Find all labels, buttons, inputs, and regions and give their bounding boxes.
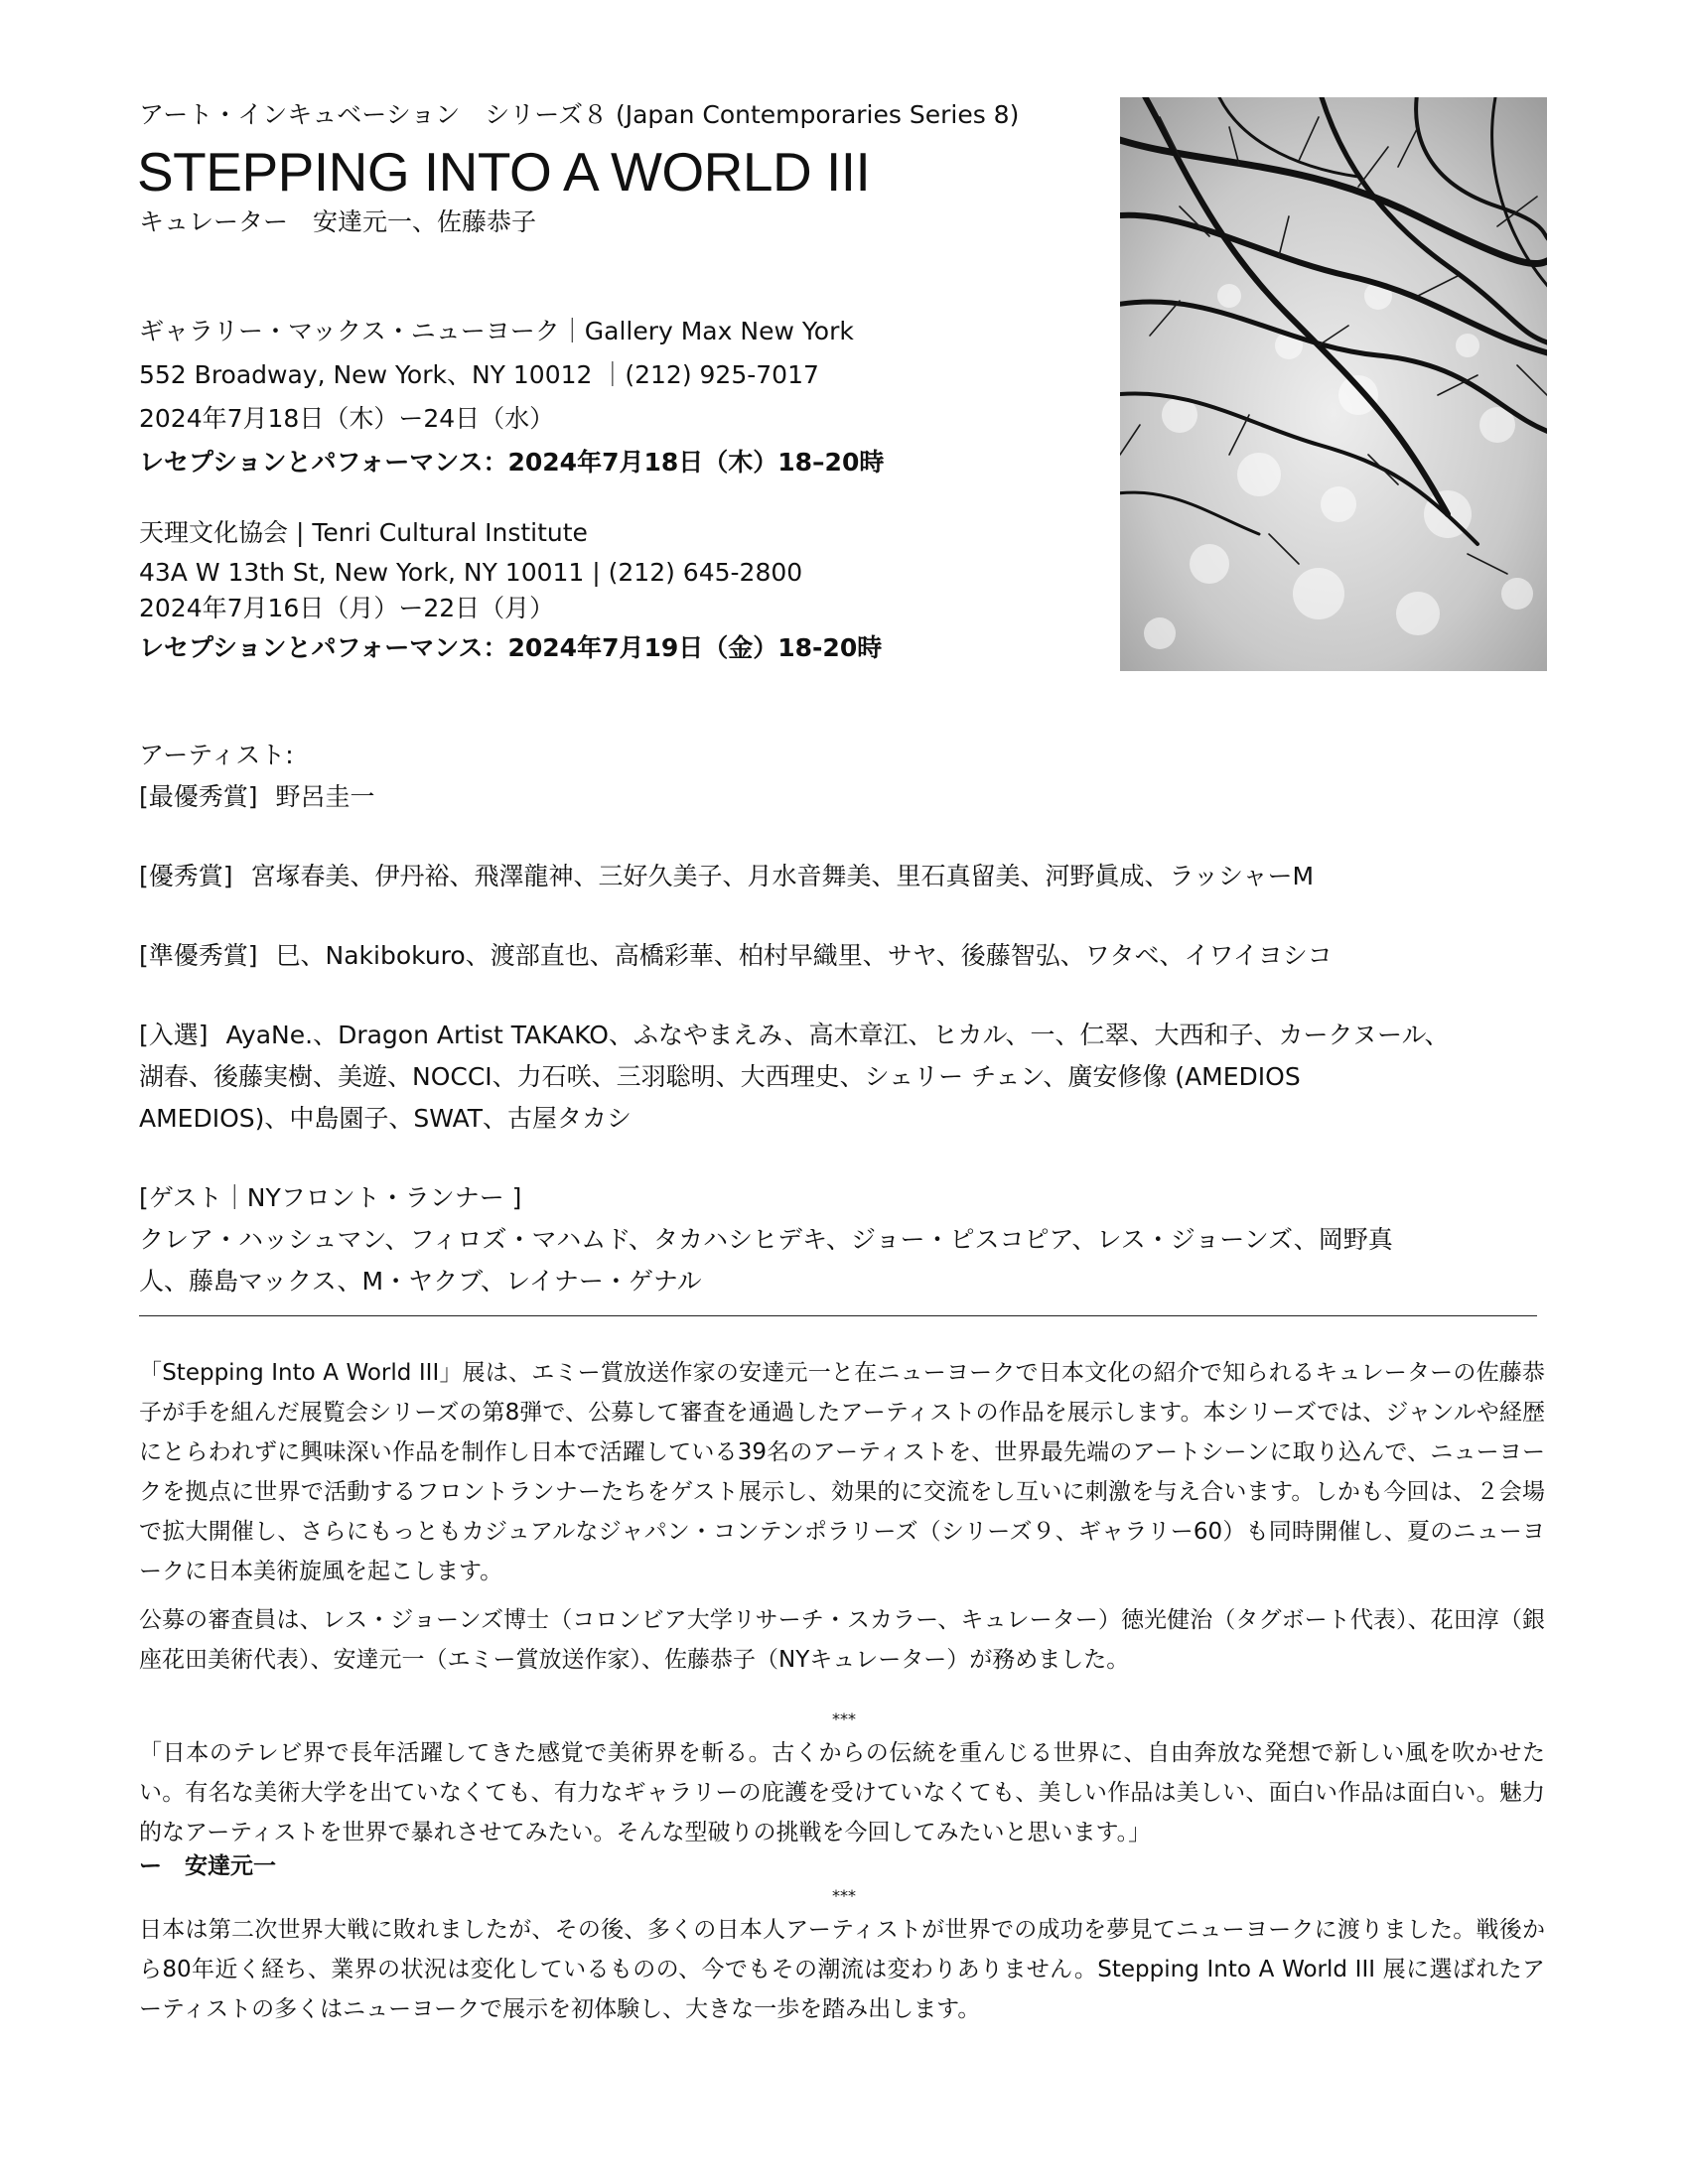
guest-line-1: クレア・ハッシュマン、フィロズ・マハムド、タカハシヒデキ、ジョー・ピスコピア、レス・ジョーンズ、岡野真 [139, 1225, 1393, 1254]
separator-stars: *** [832, 1709, 856, 1728]
venue-address: 43A W 13th St, New York, NY 10011 | (212) 645-2800 [139, 558, 803, 587]
section-divider [139, 1315, 1537, 1316]
guest-line-2: 人、藤島マックス、M・ヤクブ、レイナー・ゲナル [139, 1267, 702, 1296]
venue-dates: 2024年7月18日（木）ー24日（水） [139, 404, 555, 433]
award-names: AyaNe.、Dragon Artist TAKAKO、ふなやまえみ、高木章江、ヒカル、一、仁翠、大西和子、カークヌール、 [225, 1021, 1450, 1049]
branches-image [1120, 97, 1547, 671]
guest-label: [ゲスト｜NYフロント・ランナー ] [139, 1183, 522, 1212]
venue-name: ギャラリー・マックス・ニューヨーク｜Gallery Max New York [139, 317, 854, 345]
venue-reception: レセプションとパフォーマンス：2024年7月19日（金）18-20時 [139, 633, 883, 662]
exhibition-header [139, 97, 1092, 240]
selected-line-2: 湖春、後藤実樹、美遊、NOCCI、力石咲、三羽聡明、大西理史、シェリー チェン、廣安修像 (AMEDIOS [139, 1062, 1301, 1091]
artists-heading: アーティスト: [139, 741, 294, 769]
series-line: アート・インキュベーション シリーズ８ (Japan Contemporaries Series 8) [139, 100, 1020, 129]
venue-reception: レセプションとパフォーマンス：2024年7月18日（木）18–20時 [139, 448, 885, 477]
selected-line-1 [139, 1015, 1549, 1056]
selected-line-3: AMEDIOS)、中島園子、SWAT、古屋タカシ [139, 1104, 633, 1133]
award-label: [準優秀賞] [139, 941, 258, 970]
award-label: [優秀賞] [139, 862, 233, 890]
quote-paragraph: 「日本のテレビ界で長年活躍してきた感覚で美術界を斬る。古くからの伝統を重んじる世界に、自由奔放な発想で新しい風を吹かせたい。有名な美術大学を出ていなくても、有力なギャラリーの庇護を受けていなくても、美しい作品は美しい、面白い作品は面白い。魅力的なアーティストを世界で暴れさせてみたい。そんな型破りの挑戦を今回してみたいと思います。」 [139, 1740, 1546, 1845]
grand-prize-line [139, 776, 1549, 818]
exhibition-title: STEPPING INTO A WORLD III [137, 141, 871, 203]
venue-address: 552 Broadway, New York、NY 10012 ｜(212) 925-7017 [139, 360, 819, 389]
award-names: 宮塚春美、伊丹裕、飛澤龍神、三好久美子、月水音舞美、里石真留美、河野眞成、ラッシャーM [250, 862, 1315, 890]
venue-name: 天理文化協会 | Tenri Cultural Institute [139, 518, 588, 547]
excellence-line [139, 856, 1549, 897]
venue-gallery-max [139, 310, 1092, 484]
award-names: 巳、Nakibokuro、渡部直也、高橋彩華、柏村早織里、サヤ、後藤智弘、ワタベ、イワイヨシコ [275, 941, 1333, 970]
venue-dates: 2024年7月16日（月）ー22日（月） [139, 594, 555, 622]
intro-paragraph: 「Stepping Into A World III」展は、エミー賞放送作家の安達元一と在ニューヨークで日本文化の紹介で知られるキュレーターの佐藤恭子が手を組んだ展覧会シリーズの第8弾で、公募して審査を通過したアーティストの作品を展示します。本シリーズでは、ジャンルや経歴にとらわれずに興味深い作品を制作し日本で活躍している39名のアーティストを、世界最先端のアートシーンに取り込んで、ニューヨークを拠点に世界で活動するフロントランナーたちをゲスト展示し、効果的に交流をし互いに刺激を与え合います。しかも今回は、２会場で拡大開催し、さらにもっともカジュアルなジャパン・コンテンポラリーズ（シリーズ９、ギャラリー60）も同時開催し、夏のニューヨークに日本美術旋風を起こします。 [139, 1360, 1545, 1584]
honorable-line [139, 935, 1549, 977]
award-label: [最優秀賞] [139, 782, 258, 811]
quote-attribution: ー 安達元一 [139, 1853, 276, 1879]
closing-paragraph: 日本は第二次世界大戦に敗れましたが、その後、多くの日本人アーティストが世界での成功を夢見てニューヨークに渡りました。戦後から80年近く経ち、業界の状況は変化しているものの、今でもその潮流は変わりありません。Stepping Into A World III 展に選ばれたアーティストの多くはニューヨークで展示を初体験し、大きな一歩を踏み出します。 [139, 1917, 1545, 2022]
award-label: [入選] [139, 1021, 209, 1049]
curators-line: キュレーター 安達元一、佐藤恭子 [139, 207, 537, 236]
award-names: 野呂圭一 [275, 782, 375, 811]
artists-section [139, 735, 1549, 1302]
venue-tenri [139, 511, 1092, 670]
tree-branches-photo [1120, 97, 1547, 671]
separator-stars: *** [832, 1886, 856, 1905]
judges-paragraph: 公募の審査員は、レス・ジョーンズ博士（コロンビア大学リサーチ・スカラー、キュレーター）徳光健治（タグボート代表）、花田淳（銀座花田美術代表）、安達元一（エミー賞放送作家）、佐藤恭子（NYキュレーター）が務めました。 [139, 1607, 1545, 1673]
